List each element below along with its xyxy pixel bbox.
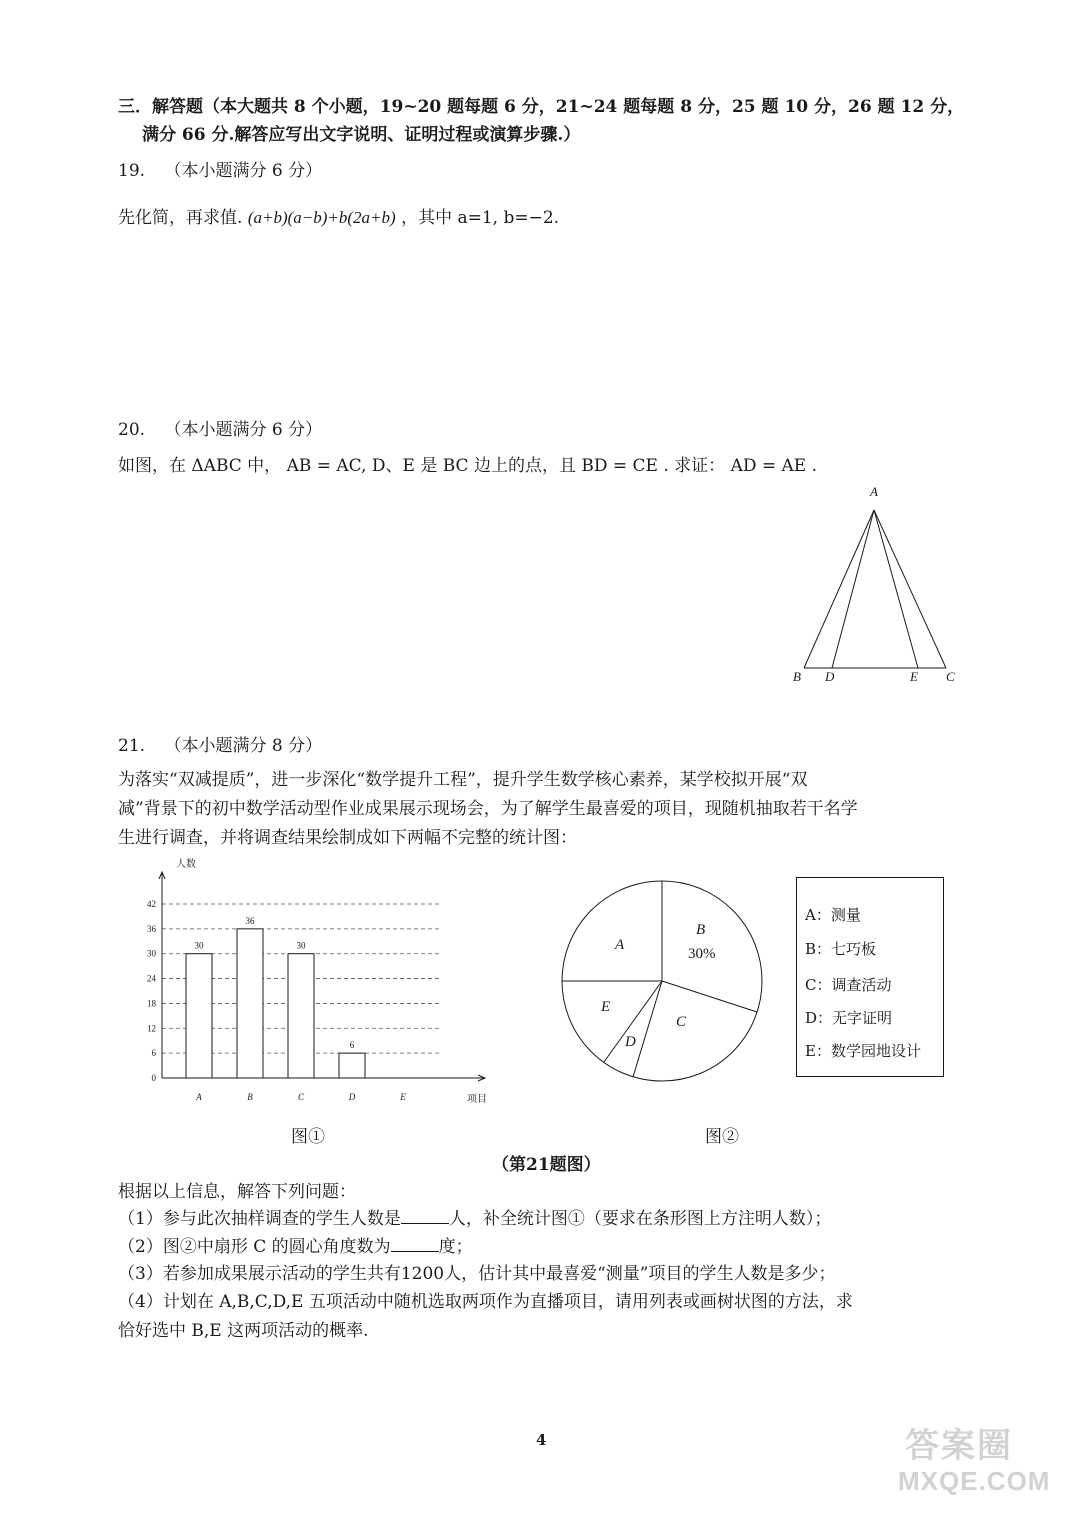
legend-item-a: A：测量 bbox=[805, 906, 861, 924]
legend-box bbox=[796, 877, 944, 1077]
legend-item-e: E：数学园地设计 bbox=[805, 1042, 921, 1060]
y-tick-label: 18 bbox=[147, 998, 156, 1009]
q21-sub2-text-a: （2）图②中扇形 C 的圆心角度数为 bbox=[118, 1237, 391, 1257]
y-tick-label: 42 bbox=[147, 899, 156, 909]
x-tick-label: D bbox=[348, 1092, 356, 1102]
q21-followup: 根据以上信息，解答下列问题： bbox=[118, 1182, 356, 1202]
q19-condition: ，其中 a=1, b=−2. bbox=[401, 208, 560, 228]
x-tick-label: A bbox=[196, 1092, 202, 1102]
watermark-url: MXQE.COM bbox=[898, 1466, 1051, 1496]
side-ab bbox=[804, 510, 874, 668]
pie-divider-bc bbox=[662, 981, 757, 1012]
bar-value-label: 36 bbox=[245, 915, 255, 926]
q21-sub4-line1: （4）计划在 A,B,C,D,E 五项活动中随机选取两项作为直播项目，请用列表或画树状图的方法，求 bbox=[118, 1292, 853, 1312]
q21-intro-line3: 生进行调查，并将调查结果绘制成如下两幅不完整的统计图： bbox=[118, 828, 577, 848]
bar-value-label: 30 bbox=[296, 940, 306, 951]
q20-number: 20. bbox=[118, 420, 146, 440]
pie-label-b: B bbox=[696, 922, 706, 938]
pie-label-c: C bbox=[676, 1014, 687, 1030]
pie-divider-cd bbox=[633, 981, 662, 1077]
x-tick-label: E bbox=[400, 1092, 406, 1102]
y-tick-label: 30 bbox=[147, 948, 156, 959]
q21-sub4-line2: 恰好选中 B,E 这两项活动的概率. bbox=[118, 1321, 369, 1341]
bar-c bbox=[288, 954, 314, 1078]
answer-blank-2[interactable] bbox=[391, 1237, 439, 1252]
pie-label-d: D bbox=[625, 1034, 636, 1050]
y-tick-label: 12 bbox=[147, 1023, 156, 1034]
fig1-caption: 图① bbox=[291, 1127, 325, 1147]
q20-header bbox=[118, 415, 322, 440]
q21-sub3: （3）若参加成果展示活动的学生共有1200人，估计其中最喜爱“测量”项目的学生人数是多少； bbox=[118, 1264, 836, 1284]
fig2-caption: 图② bbox=[705, 1127, 739, 1147]
label-b: B bbox=[793, 669, 801, 684]
q21-score: （本小题满分 8 分） bbox=[164, 736, 323, 756]
q21-sub1 bbox=[118, 1204, 831, 1229]
q19-problem bbox=[118, 203, 559, 228]
q19-score: （本小题满分 6 分） bbox=[164, 161, 323, 181]
q21-number: 21. bbox=[118, 736, 146, 756]
bar-d bbox=[339, 1053, 365, 1078]
pie-b-percent: 30% bbox=[688, 946, 716, 962]
x-axis-label: 项目 bbox=[467, 1094, 487, 1105]
bar-b bbox=[237, 929, 263, 1078]
triangle-figure bbox=[780, 478, 980, 688]
side-ac bbox=[874, 510, 946, 668]
q19-number: 19. bbox=[118, 161, 146, 181]
q21-sub2-text-b: 度； bbox=[438, 1237, 473, 1257]
legend-item-d: D：无字证明 bbox=[805, 1009, 893, 1027]
y-tick-label: 0 bbox=[151, 1073, 156, 1083]
legend-item-b: B：七巧板 bbox=[805, 940, 877, 958]
q21-sub1-text-a: （1）参与此次抽样调查的学生人数是 bbox=[118, 1209, 401, 1229]
watermark-logo: 答案圈 bbox=[905, 1427, 1013, 1465]
q19-header bbox=[118, 156, 322, 181]
section-header-line2: 满分 66 分.解答应写出文字说明、证明过程或演算步骤.） bbox=[142, 125, 581, 145]
answer-blank-1[interactable] bbox=[401, 1209, 449, 1224]
figure-caption: （第21题图） bbox=[492, 1155, 601, 1175]
bar-value-label: 6 bbox=[349, 1040, 355, 1051]
y-tick-label: 36 bbox=[147, 923, 156, 934]
q21-sub2 bbox=[118, 1232, 473, 1257]
segment-ae bbox=[874, 510, 918, 668]
x-tick-label: B bbox=[247, 1092, 253, 1102]
q19-expression: (a+b)(a−b)+b(2a+b) bbox=[247, 208, 396, 227]
q21-intro-line2: 减”背景下的初中数学活动型作业成果展示现场会，为了解学生最喜爱的项目，现随机抽取若干名学 bbox=[118, 799, 858, 819]
segment-ad bbox=[832, 510, 874, 668]
page-number: 4 bbox=[536, 1431, 547, 1449]
pie-label-e: E bbox=[601, 999, 611, 1015]
y-axis-label: 人数 bbox=[176, 859, 196, 870]
y-tick-label: 6 bbox=[151, 1048, 156, 1059]
q19-text: 先化简，再求值. bbox=[118, 208, 243, 228]
bar-a bbox=[186, 954, 212, 1078]
q20-text: 如图，在 ΔABC 中， AB = AC, D、E 是 BC 边上的点，且 BD = CE . 求证： AD = AE . bbox=[118, 456, 818, 476]
x-tick-label: C bbox=[297, 1092, 305, 1102]
legend-item-c: C：调查活动 bbox=[805, 976, 892, 994]
label-d: D bbox=[825, 669, 835, 684]
label-e: E bbox=[910, 669, 918, 684]
pie-label-a: A bbox=[615, 937, 625, 953]
label-a: A bbox=[870, 484, 878, 499]
label-c: C bbox=[946, 669, 955, 684]
bar-chart bbox=[130, 850, 500, 1120]
q21-sub1-text-b: 人，补全统计图①（要求在条形图上方注明人数）； bbox=[448, 1209, 832, 1229]
y-tick-label: 24 bbox=[147, 973, 156, 984]
bar-value-label: 30 bbox=[194, 940, 204, 951]
q21-intro-line1: 为落实“双减提质”，进一步深化“数学提升工程”，提升学生数学核心素养，某学校拟开展“双 bbox=[118, 770, 808, 790]
section-header-line1: 三．解答题（本大题共 8 个小题，19~20 题每题 6 分，21~24 题每题 8 分，25 题 10 分，26 题 12 分， bbox=[118, 97, 965, 117]
q20-score: （本小题满分 6 分） bbox=[164, 420, 323, 440]
pie-chart bbox=[555, 880, 770, 1090]
q21-header bbox=[118, 731, 322, 756]
